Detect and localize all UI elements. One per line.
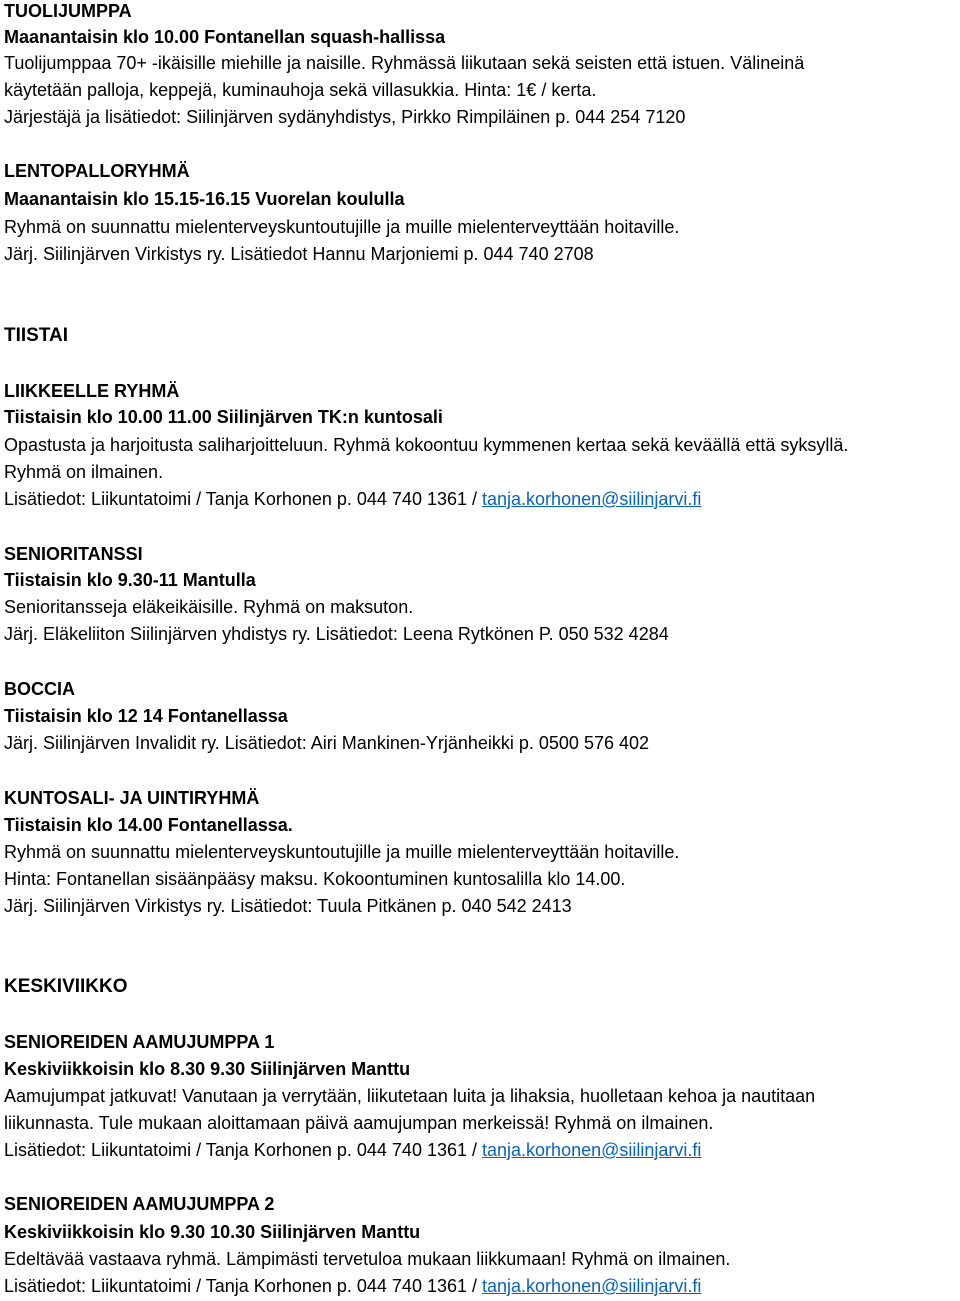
email-link[interactable]: tanja.korhonen@siilinjarvi.fi xyxy=(482,1140,702,1160)
activity-title-aamujumppa-1: SENIOREIDEN AAMUJUMPPA 1 xyxy=(4,1032,275,1052)
contact-line xyxy=(4,1275,701,1297)
contact-text: Lisätiedot: Liikuntatoimi / Tanja Korhonen p. 044 740 1361 / xyxy=(4,1276,483,1296)
email-link[interactable]: tanja.korhonen@siilinjarvi.fi xyxy=(482,489,702,509)
day-heading-tiistai: TIISTAI xyxy=(4,325,69,346)
email-link[interactable]: tanja.korhonen@siilinjarvi.fi xyxy=(482,1276,702,1296)
description-line: Hinta: Fontanellan sisäänpääsy maksu. Kokoontuminen kuntosalilla klo 14.00. xyxy=(4,869,626,889)
activity-title-lentopallo: LENTOPALLORYHMÄ xyxy=(4,161,190,181)
contact-line xyxy=(4,1139,701,1161)
schedule-kuntosali: Tiistaisin klo 14.00 Fontanellassa. xyxy=(4,815,293,835)
description-line: Ryhmä on ilmainen. xyxy=(4,462,164,482)
contact-line: Järj. Siilinjärven Invalidit ry. Lisätiedot: Airi Mankinen-Yrjänheikki p. 0500 576 402 xyxy=(4,733,650,753)
description-line: Tuolijumppaa 70+ -ikäisille miehille ja naisille. Ryhmässä liikutaan sekä seisten että istuen. Välineinä xyxy=(4,53,805,73)
description-line: käytetään palloja, keppejä, kuminauhoja sekä villasukkia. Hinta: 1€ / kerta. xyxy=(4,80,597,100)
schedule-lentopallo: Maanantaisin klo 15.15-16.15 Vuorelan koululla xyxy=(4,189,405,209)
contact-line: Järjestäjä ja lisätiedot: Siilinjärven sydänyhdistys, Pirkko Rimpiläinen p. 044 254 7120 xyxy=(4,107,686,127)
contact-line: Järj. Siilinjärven Virkistys ry. Lisätiedot Hannu Marjoniemi p. 044 740 2708 xyxy=(4,244,594,264)
contact-line xyxy=(4,488,701,510)
description-line: Senioritansseja eläkeikäisille. Ryhmä on maksuton. xyxy=(4,597,414,617)
schedule-aamujumppa-1: Keskiviikkoisin klo 8.30 9.30 Siilinjärven Manttu xyxy=(4,1059,411,1079)
activity-title-tuolijumppa: TUOLIJUMPPA xyxy=(4,1,132,21)
contact-text: Lisätiedot: Liikuntatoimi / Tanja Korhonen p. 044 740 1361 / xyxy=(4,1140,483,1160)
schedule-liikkeelle: Tiistaisin klo 10.00 11.00 Siilinjärven TK:n kuntosali xyxy=(4,407,443,427)
schedule-boccia: Tiistaisin klo 12 14 Fontanellassa xyxy=(4,706,288,726)
schedule-aamujumppa-2: Keskiviikkoisin klo 9.30 10.30 Siilinjärven Manttu xyxy=(4,1222,421,1242)
description-line: Opastusta ja harjoitusta saliharjoitteluun. Ryhmä kokoontuu kymmenen kertaa sekä keväällä että syksyllä. xyxy=(4,435,849,455)
description-line: Aamujumpat jatkuvat! Vanutaan ja verrytään, liikutetaan luita ja lihaksia, huolletaan kehoa ja nautitaan xyxy=(4,1086,816,1106)
activity-title-kuntosali: KUNTOSALI- JA UINTIRYHMÄ xyxy=(4,788,260,808)
activity-title-boccia: BOCCIA xyxy=(4,679,75,699)
activity-title-aamujumppa-2: SENIOREIDEN AAMUJUMPPA 2 xyxy=(4,1194,275,1214)
contact-line: Järj. Eläkeliiton Siilinjärven yhdistys ry. Lisätiedot: Leena Rytkönen P. 050 532 4284 xyxy=(4,624,669,644)
description-line: liikunnasta. Tule mukaan aloittamaan päivä aamujumpan merkeissä! Ryhmä on ilmainen. xyxy=(4,1113,714,1133)
schedule-tuolijumppa: Maanantaisin klo 10.00 Fontanellan squash-hallissa xyxy=(4,27,446,47)
description-line: Ryhmä on suunnattu mielenterveyskuntoutujille ja muille mielenterveyttään hoitaville. xyxy=(4,842,680,862)
activity-title-senioritanssi: SENIORITANSSI xyxy=(4,544,143,564)
description-line: Ryhmä on suunnattu mielenterveyskuntoutujille ja muille mielenterveyttään hoitaville. xyxy=(4,217,680,237)
contact-text: Lisätiedot: Liikuntatoimi / Tanja Korhonen p. 044 740 1361 / xyxy=(4,489,483,509)
schedule-senioritanssi: Tiistaisin klo 9.30-11 Mantulla xyxy=(4,570,256,590)
activity-title-liikkeelle: LIIKKEELLE RYHMÄ xyxy=(4,381,180,401)
contact-line: Järj. Siilinjärven Virkistys ry. Lisätiedot: Tuula Pitkänen p. 040 542 2413 xyxy=(4,896,572,916)
day-heading-keskiviikko: KESKIVIIKKO xyxy=(4,976,128,997)
description-line: Edeltävää vastaava ryhmä. Lämpimästi tervetuloa mukaan liikkumaan! Ryhmä on ilmainen. xyxy=(4,1249,731,1269)
